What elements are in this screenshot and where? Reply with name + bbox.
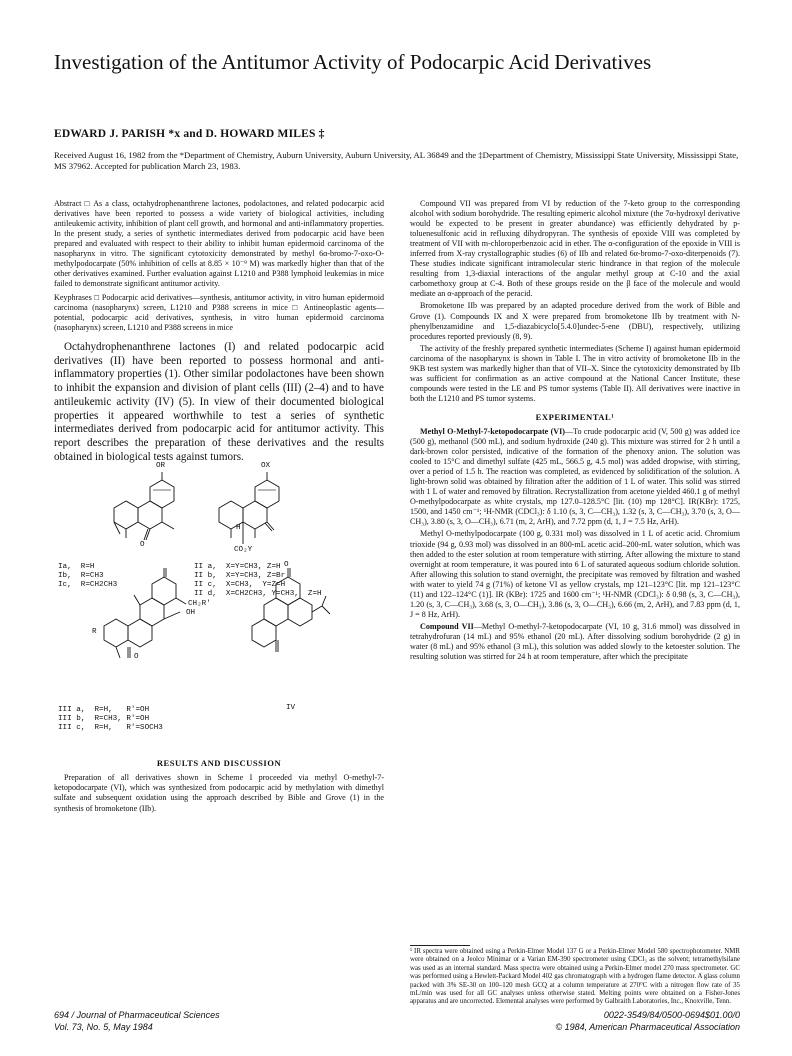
label-h: H bbox=[236, 524, 241, 533]
scheme-structures bbox=[54, 462, 384, 750]
compounds-iiic: III c, R=H, R'=SOCH3 bbox=[58, 724, 163, 733]
label-o-iv: O bbox=[284, 561, 289, 570]
exp-3-body: —Methyl O-methyl-7-ketopodocarpate (VI, 10 g, 31.6 mmol) was dissolved in tetrahydrofuran (14 mL) and 95% ethanol (20 mL). After dissolving sodium borohydride (2 g) in water (8 mL) and 95% ethanol (3 mL), this solution was added slowly to the ketoester solution. The resulting solution was stirred for 24 h at room temperature, after which the precipitate bbox=[410, 621, 740, 662]
experimental-paragraph-1 bbox=[410, 427, 740, 527]
footnote: ¹ IR spectra were obtained using a Perkin-Elmer Model 137 G or a Perkin-Elmer Model 580 spectrophotometer. NMR were obtained on a Jeolco Minimar or a Varian EM-390 spectrometer using CDCl₃ as the solvent; tetramethylsilane was used as an internal standard. Mass spectra were obtained using a Perkin-Elmer model 270 mass spectrometer. GC was performed using a Hewlett-Packard Model 402 gas chromatograph with a hydrogen flame detector. A glass column packed with 3% SE-30 on 100–120 mesh GCQ at a column temperature at 270°C with a nitrogen flow rate of 35 mL/min was used for all GC analyses unless otherwise stated. Melting points were obtained on a Fisher-Jones apparatus and are uncorrected. Elemental analyses were performed by Galbraith Laboratories, Inc., Knoxville, Tenn. bbox=[410, 948, 740, 1006]
results-paragraph: Preparation of all derivatives shown in Scheme I proceeded via methyl O-methyl-7-ketopodocarpate (VI), which was synthesized from podocarpic acid by methylation with dimethyl sulfate and subsequent oxidation using the approach described by Bible and Grove (1) in the synthesis of bromoketone (IIb). bbox=[54, 773, 384, 813]
experimental-paragraph-2: Methyl O-methylpodocarpate (100 g, 0.331 mol) was dissolved in 1 L of acetic acid. Chromium trioxide (94 g, 0.93 mol) was dissolved in an 800-mL acetic acid–200-mL water solution, which was then added to the ester solution at room temperature with stirring. After allowing the mixture to stand overnight at room temperature, it was poured into 6 L of saturated aqueous sodium chloride solution. After allowing this solution to stand overnight, the precipitate was removed by filtration and washed with water to yield 74 g (71%) of ketone VI as yellow crystals, mp 121–123°C [lit. mp 121–123°C (11) and 122–124°C (1)]. IR (KBr): 1725 and 1600 cm⁻¹; ¹H-NMR (CDCl₃): δ 0.98 (s, 3, C—CH₃), 1.20 (s, 3, C—CH₃), 3.68 (s, 3, O—CH₃), 3.86 (s, 3, O—CH₃), 6.66 (m, 2, ArH), and 7.83 ppm (d, 1, J = 8 Hz, ArH). bbox=[410, 529, 740, 619]
compounds-iiib: III b, R=CH3, R'=OH bbox=[58, 715, 150, 724]
authors: EDWARD J. PARISH *x and D. HOWARD MILES ‡ bbox=[54, 128, 325, 140]
received-line: Received August 16, 1982 from the *Department of Chemistry, Auburn University, Auburn University, AL 36849 and the ‡Department of Chemistry, Mississippi State University, Mississippi State, MS 37962. Accepted for publication March 23, 1983. bbox=[54, 150, 739, 171]
compounds-iia: II a, X=Y=CH3, Z=H bbox=[194, 563, 281, 572]
volume-info: Vol. 73, No. 5, May 1984 bbox=[54, 1021, 153, 1032]
exp-1-body: —To crude podocarpic acid (V, 500 g) was added ice (500 g), methanol (500 mL), and sodium hydroxide (240 g). This mixture was stirred for 2 h until a dark-brown color persisted, indicative of the formation of the phenoxy anion. The solution was cooled to 15°C and dimethyl sulfate (425 mL, 566.5 g, 4.5 mol) was added dropwise, with stirring, over a period of 1.5 h. The reaction was completed, as evidenced by solidification of the solution. A light-brown solid was obtained by filtration after the addition of 1 L of water. This solid was stirred with 1 L of water and removed by filtration. Recrystallization from acetone yielded 460.1 g of methyl O-methylpodocarpate as white crystals, mp 127.0–128.5°C [lit. (10) mp 128°C]. IR(KBr): 1725, 1500, and 1450 cm⁻¹; ¹H-NMR (CDCl₃): δ 1.10 (s, 3, C—CH₃), 1.32 (s, 3, C—CH₃), 3.70 (s, 3, O—CH₃), 3.80 (s, 3, O—CH₃), 6.71 (m, 2, ArH), and 7.72 ppm (d, 1, J = 7.5 Hz, ArH). bbox=[410, 426, 740, 527]
introduction: Octahydrophenanthrene lactones (I) and related podocarpic acid derivatives (II) have been reported to possess hormonal and anti-inflammatory properties (1). Other similar podolactones have been shown to inhibit the expansion and division of plant cells (III) (2–4) and to have antileukemic activity (IV) (5). In view of their documented biological properties it appeared worthwhile to test a series of synthetic intermediates derived from podocarpic acid for antitumor activity. This report describes the preparation of these derivatives and the results obtained in biological tests against tumors. bbox=[54, 341, 384, 463]
label-o-ketone-i: O bbox=[140, 541, 145, 550]
label-oh: OH bbox=[186, 609, 196, 618]
experimental-heading: EXPERIMENTAL¹ bbox=[535, 411, 615, 422]
compounds-iib: II b, X=Y=CH3, Z=Br bbox=[194, 572, 286, 581]
exp-3-title: Compound VII bbox=[420, 621, 474, 631]
footer-left bbox=[54, 1010, 220, 1033]
left-column bbox=[54, 199, 384, 816]
label-r: R bbox=[92, 628, 97, 637]
compounds-ia: Ia, R=H bbox=[58, 563, 95, 572]
keyphrases: Keyphrases □ Podocarpic acid derivatives—synthesis, antitumor activity, in vitro human epidermoid carcinoma (nasopharynx) screen, L1210 and P388 screens in mice □ Antineoplastic agents—potential, podocarpic acid derivatives, synthesis, in vitro human epidermoid carcinoma (nasopharynx) screen, L1210 and P388 screens in mice bbox=[54, 293, 384, 332]
issn-code: 0022-3549/84/0500-0694$01.00/0 bbox=[603, 1010, 740, 1020]
article-title: Investigation of the Antitumor Activity of Podocarpic Acid Derivatives bbox=[54, 50, 652, 74]
abstract: Abstract □ As a class, octahydrophenanthrene lactones, podolactones, and related podocarpic acid derivatives have been reported to possess a wide variety of biological activities, including antileukemic activity, inhibition of plant cell growth, and hormonal and anti-inflammatory properties. In the present study, a series of synthetic intermediates derived from podocarpic acid have been prepared and evaluated with respect to their ability to inhibit human epidermoid carcinoma of the nasopharynx in vitro. The significant cytotoxicity demonstrated by methyl 6α-bromo-7-oxo-O-methylpodocarpate (50% inhibition of cells at 8.85 × 10⁻⁹ M) was markedly higher than that of the other derivatives examined. Further evaluation against L1210 and P388 lymphoid leukemias in mice failed to demonstrate significant antitumor activity. bbox=[54, 199, 384, 288]
exp-1-title: Methyl O-Methyl-7-ketopodocarpate (VI) bbox=[420, 426, 565, 436]
experimental-paragraph-3 bbox=[410, 622, 740, 662]
label-or: OR bbox=[156, 462, 166, 471]
compounds-ib: Ib, R=CH3 bbox=[58, 572, 104, 581]
label-iv: IV bbox=[286, 704, 296, 713]
compounds-ic: Ic, R=CH2CH3 bbox=[58, 581, 118, 590]
copyright: © 1984, American Pharmaceutical Association bbox=[555, 1021, 740, 1032]
compounds-iiia: III a, R=H, R'=OH bbox=[58, 706, 150, 715]
compounds-iid: II d, X=CH2CH3, Y=CH3, Z=H bbox=[194, 590, 322, 599]
right-column bbox=[410, 199, 740, 664]
label-ch2r: CH₂R' bbox=[188, 600, 211, 609]
label-ox: OX bbox=[261, 462, 271, 471]
footer-right bbox=[555, 1010, 740, 1033]
label-co2y: CO₂Y bbox=[234, 546, 253, 555]
label-o-lactone-iii: O bbox=[134, 653, 139, 662]
footnote-rule bbox=[410, 945, 470, 946]
discussion-paragraph-3: The activity of the freshly prepared synthetic intermediates (Scheme I) against human epidermoid carcinoma of the nasopharynx is shown in Table I. The in vitro activity of bromoketone IIb in the 9KB test system was markedly higher than that of VII–X. Since the cytotoxicity demonstrated by IIb was sufficient for confirmation as an active compound at the National Cancer Institute, these compounds were tested in the LE and PS tumor systems (Table II). All derivatives were inactive in both the L1210 and PS tumor systems. bbox=[410, 343, 740, 403]
discussion-paragraph-2: Bromoketone IIb was prepared by an adapted procedure derived from the work of Bible and Grove (1). Compounds IX and X were prepared from bromoketone IIb by treatment with N-phenylbenzamidine and 1,5-diazabicyclo[5.4.0]undec-5-ene (DBU), respectively, utilizing procedures reported previously (8, 9). bbox=[410, 301, 740, 341]
discussion-paragraph-1: Compound VII was prepared from VI by reduction of the 7-keto group to the corresponding alcohol with sodium borohydride. The resulting epimeric alcohol mixture (the 7α-hydroxyl derivative would be expected to be present in greater abundance) was efficiently dehydrated by p-toluenesulfonic acid in refluxing dihydropyran. The synthesis of epoxide VIII was completed by treatment of VII with m-chloroperbenzoic acid in ether. The α-configuration of the epoxide in VIII is inferred from X-ray crystallographic studies (6) of IIb and related 6α-bromo-7-oxo-diterpenoids (7). These studies indicate significant intramolecular steric hindrance in that region of the molecule resulting from 1,3-diaxial interactions of the angular methyl group at C-10 and the axial carbomethoxy group at C-4. Both of these groups reside on the β face of the molecule and would mediate an α-approach of the peracid. bbox=[410, 199, 740, 299]
results-heading: RESULTS AND DISCUSSION bbox=[156, 758, 282, 769]
compounds-iic: II c, X=CH3, Y=Z=H bbox=[194, 581, 286, 590]
journal-citation: 694 / Journal of Pharmaceutical Sciences bbox=[54, 1010, 220, 1020]
